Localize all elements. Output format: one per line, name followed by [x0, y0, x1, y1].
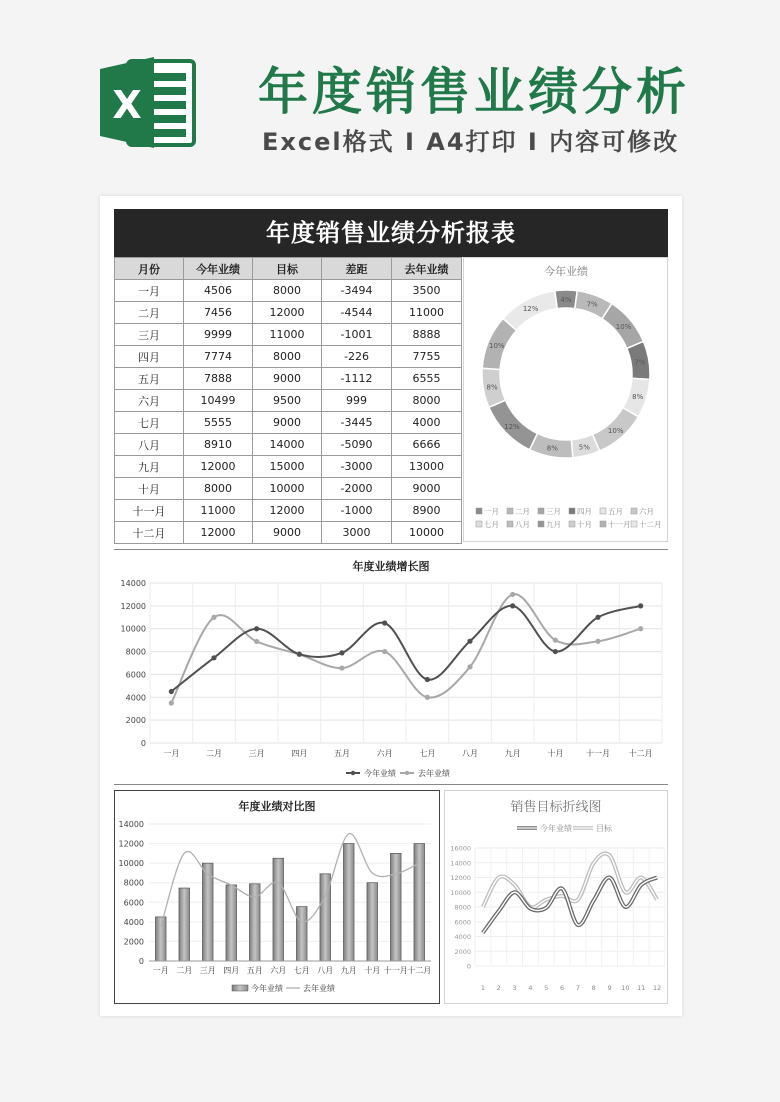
table-cell: 4506: [184, 280, 253, 302]
x-tick-label: 十月: [547, 749, 564, 758]
chart-title: 年度业绩增长图: [352, 560, 430, 573]
table-cell: 7456: [184, 302, 253, 324]
legend-label: 十月: [577, 520, 592, 529]
y-tick-label: 4000: [454, 933, 471, 941]
slice-label: 12%: [522, 304, 539, 313]
target-line-chart-panel: [444, 790, 668, 1004]
slice-label: 10%: [489, 342, 505, 351]
table-row: [115, 390, 462, 412]
table-cell: 6555: [392, 368, 462, 390]
bar-六月: [273, 858, 284, 961]
legend-swatch: [600, 521, 606, 527]
legend-label: 三月: [546, 507, 561, 516]
slice-label: 7%: [634, 358, 646, 367]
y-tick-label: 8000: [125, 647, 146, 657]
x-tick-label: 4: [528, 984, 533, 992]
column-header: 月份: [115, 258, 184, 280]
slice-label: 12%: [504, 422, 520, 431]
x-tick-label: 一月: [163, 749, 180, 758]
growth-line-chart-panel: [114, 549, 668, 785]
series-line-去年业绩: [161, 834, 420, 927]
x-tick-label: 七月: [419, 749, 436, 758]
data-point: [553, 649, 558, 654]
table-row: [115, 434, 462, 456]
column-header: 去年业绩: [392, 258, 462, 280]
bar-十一月: [390, 853, 401, 961]
x-tick-label: 5: [544, 984, 549, 992]
legend-marker: [405, 771, 409, 775]
x-tick-label: 六月: [270, 966, 287, 975]
table-cell: 7774: [184, 346, 253, 368]
chart-title: 年度业绩对比图: [238, 800, 316, 813]
legend-label: 二月: [515, 507, 530, 516]
bar-七月: [296, 907, 307, 961]
table-cell: 3000: [322, 522, 392, 544]
table-row: [115, 522, 462, 544]
slice-label: 8%: [486, 383, 498, 392]
x-tick-label: 二月: [176, 966, 193, 975]
bar-九月: [343, 844, 354, 961]
table-cell: -1001: [322, 324, 392, 346]
slice-label: 10%: [607, 427, 624, 436]
legend-label: 今年业绩: [540, 824, 572, 833]
table-cell: -1112: [322, 368, 392, 390]
table-cell: 15000: [253, 456, 322, 478]
x-tick-label: 四月: [223, 966, 240, 975]
data-point: [382, 620, 387, 625]
legend-swatch: [538, 508, 544, 514]
legend-label: 一月: [484, 507, 499, 516]
page-subtitle: Excel格式 I A4打印 I 内容可修改: [262, 128, 680, 156]
data-point: [467, 664, 472, 669]
y-tick-label: 16000: [450, 844, 471, 853]
table-cell: -3494: [322, 280, 392, 302]
legend-swatch: [507, 521, 513, 527]
x-tick-label: 五月: [246, 966, 263, 975]
x-tick-label: 六月: [376, 749, 393, 758]
table-cell: 十一月: [115, 500, 184, 522]
data-point: [467, 639, 472, 644]
table-cell: 七月: [115, 412, 184, 434]
table-cell: -226: [322, 346, 392, 368]
table-cell: 13000: [392, 456, 462, 478]
table-cell: 10499: [184, 390, 253, 412]
slice-label: 5%: [578, 443, 590, 452]
table-cell: 6666: [392, 434, 462, 456]
y-tick-label: 12000: [450, 874, 471, 882]
legend-label: 十二月: [639, 520, 662, 529]
table-cell: 12000: [253, 302, 322, 324]
x-tick-label: 12: [652, 984, 662, 992]
legend-swatch: [507, 508, 513, 514]
table-cell: -3445: [322, 412, 392, 434]
legend-label: 七月: [484, 520, 499, 529]
legend-swatch: [569, 508, 575, 514]
bar-三月: [202, 863, 213, 961]
y-tick-label: 2000: [125, 716, 146, 726]
chart-title: 今年业绩: [544, 265, 588, 278]
data-point: [638, 626, 643, 631]
table-cell: 十二月: [115, 522, 184, 544]
data-point: [510, 592, 515, 597]
y-tick-label: 14000: [120, 579, 146, 588]
data-point: [211, 615, 216, 620]
table-cell: -5090: [322, 434, 392, 456]
table-cell: 四月: [115, 346, 184, 368]
table-row: [115, 500, 462, 522]
table-cell: 12000: [253, 500, 322, 522]
table-cell: 3500: [392, 280, 462, 302]
table-cell: 一月: [115, 280, 184, 302]
table-cell: -3000: [322, 456, 392, 478]
table-cell: 8000: [392, 390, 462, 412]
legend-swatch: [476, 508, 482, 514]
table-row: [115, 346, 462, 368]
x-tick-label: 十月: [364, 966, 381, 975]
x-tick-label: 十二月: [407, 966, 432, 975]
target-line-chart: [445, 791, 667, 1003]
table-cell: 三月: [115, 324, 184, 346]
table-cell: -4544: [322, 302, 392, 324]
bar-二月: [179, 888, 190, 961]
x-tick-label: 九月: [504, 749, 521, 758]
table-cell: 999: [322, 390, 392, 412]
bar-四月: [226, 885, 237, 961]
legend-swatch: [600, 508, 606, 514]
column-header: 今年业绩: [184, 258, 253, 280]
table-cell: 九月: [115, 456, 184, 478]
table-cell: 4000: [392, 412, 462, 434]
data-point: [297, 652, 302, 657]
legend-swatch: [538, 521, 544, 527]
logo-letter: X: [112, 83, 142, 127]
growth-line-chart: [114, 550, 668, 786]
x-tick-label: 三月: [248, 749, 265, 758]
legend-label: 四月: [577, 507, 592, 516]
x-tick-label: 8: [591, 984, 596, 992]
y-tick-label: 2000: [123, 937, 144, 947]
table-cell: 5555: [184, 412, 253, 434]
table-header-row: [115, 258, 462, 280]
x-tick-label: 八月: [317, 966, 334, 975]
data-point: [553, 638, 558, 643]
table-cell: 8910: [184, 434, 253, 456]
x-tick-label: 9: [607, 984, 612, 992]
y-tick-label: 12000: [120, 601, 146, 611]
y-tick-label: 0: [138, 957, 144, 966]
slice-label: 8%: [546, 444, 558, 453]
table-cell: 8000: [253, 346, 322, 368]
table-cell: 8900: [392, 500, 462, 522]
x-tick-label: 2: [496, 984, 501, 992]
legend-label: 五月: [608, 507, 623, 516]
y-tick-label: 6000: [454, 918, 471, 927]
y-tick-label: 14000: [118, 820, 144, 829]
table-cell: 8000: [184, 478, 253, 500]
legend-label: 去年业绩: [303, 984, 335, 993]
legend-label: 六月: [639, 507, 654, 516]
table-cell: 9000: [253, 412, 322, 434]
legend-label: 目标: [596, 824, 612, 833]
legend-label: 去年业绩: [418, 769, 450, 778]
table-cell: 8888: [392, 324, 462, 346]
data-point: [638, 603, 643, 608]
table-cell: 六月: [115, 390, 184, 412]
slice-label: 7%: [586, 300, 598, 309]
x-tick-label: 十二月: [628, 749, 653, 758]
y-tick-label: 0: [466, 962, 471, 971]
x-tick-label: 二月: [206, 749, 222, 758]
comparison-bar-chart-panel: [114, 790, 440, 1004]
y-tick-label: 6000: [125, 670, 146, 680]
table-row: [115, 324, 462, 346]
x-tick-label: 3: [512, 984, 517, 992]
table-row: [115, 456, 462, 478]
data-point: [339, 650, 344, 655]
slice-label: 10%: [615, 322, 632, 331]
legend-swatch: [232, 985, 248, 991]
data-point: [425, 677, 430, 682]
x-tick-label: 7: [575, 984, 580, 992]
table-cell: 12000: [184, 522, 253, 544]
x-tick-label: 十一月: [586, 749, 610, 758]
legend-marker: [351, 771, 355, 775]
x-tick-label: 七月: [293, 966, 310, 975]
legend-label: 十一月: [608, 520, 631, 529]
legend-swatch: [631, 521, 637, 527]
table-cell: -1000: [322, 500, 392, 522]
data-point: [169, 689, 174, 694]
legend-swatch: [631, 508, 637, 514]
y-tick-label: 10000: [120, 624, 146, 634]
table-cell: 11000: [184, 500, 253, 522]
table-cell: 9000: [253, 522, 322, 544]
x-tick-label: 1: [480, 984, 485, 992]
y-tick-label: 6000: [123, 898, 144, 908]
y-tick-label: 4000: [123, 917, 144, 927]
table-cell: 8000: [253, 280, 322, 302]
data-point: [595, 639, 600, 644]
y-tick-label: 14000: [450, 859, 471, 868]
data-point: [211, 655, 216, 660]
report-title: 年度销售业绩分析报表: [114, 209, 668, 257]
table-cell: 11000: [392, 302, 462, 324]
table-cell: 7755: [392, 346, 462, 368]
x-tick-label: 三月: [199, 966, 216, 975]
comparison-bar-chart: [115, 791, 439, 1003]
bar-十月: [367, 883, 378, 961]
donut-chart: [464, 258, 669, 543]
table-cell: 14000: [253, 434, 322, 456]
table-cell: 11000: [253, 324, 322, 346]
data-point: [595, 615, 600, 620]
table-cell: 八月: [115, 434, 184, 456]
table-cell: -2000: [322, 478, 392, 500]
legend-swatch: [476, 521, 482, 527]
x-tick-label: 八月: [462, 749, 478, 758]
bar-一月: [155, 917, 166, 961]
table-row: [115, 368, 462, 390]
data-point: [254, 639, 259, 644]
chart-title: 销售目标折线图: [510, 800, 602, 815]
table-row: [115, 302, 462, 324]
legend-label: 八月: [515, 520, 530, 529]
legend-label: 九月: [546, 520, 561, 529]
table-row: [115, 412, 462, 434]
slice-label: 8%: [632, 393, 644, 402]
table-cell: 9500: [253, 390, 322, 412]
column-header: 目标: [253, 258, 322, 280]
x-tick-label: 五月: [334, 749, 350, 758]
table-cell: 9000: [253, 368, 322, 390]
y-tick-label: 8000: [454, 903, 471, 912]
table-cell: 十月: [115, 478, 184, 500]
data-point: [382, 649, 387, 654]
y-tick-label: 2000: [454, 947, 471, 956]
x-tick-label: 九月: [340, 966, 357, 975]
y-tick-label: 0: [140, 739, 146, 748]
sales-table: [114, 257, 462, 544]
table-cell: 9000: [392, 478, 462, 500]
bar-十二月: [414, 844, 425, 961]
x-tick-label: 一月: [152, 966, 169, 975]
table-body: [115, 280, 462, 544]
x-tick-label: 10: [621, 984, 630, 992]
excel-logo-icon: [98, 55, 198, 150]
x-tick-label: 11: [637, 984, 646, 992]
y-tick-label: 10000: [118, 859, 144, 869]
table-row: [115, 280, 462, 302]
table-row: [115, 478, 462, 500]
legend-label: 今年业绩: [251, 984, 283, 993]
data-point: [425, 695, 430, 700]
table-cell: 10000: [392, 522, 462, 544]
table-cell: 9999: [184, 324, 253, 346]
table-cell: 二月: [115, 302, 184, 324]
y-tick-label: 10000: [450, 888, 471, 897]
y-tick-label: 8000: [123, 878, 144, 888]
column-header: 差距: [322, 258, 392, 280]
y-tick-label: 4000: [125, 693, 146, 703]
x-tick-label: 6: [560, 984, 565, 992]
legend-label: 今年业绩: [364, 769, 396, 778]
slice-label: 4%: [560, 296, 572, 304]
table-cell: 五月: [115, 368, 184, 390]
page-title: 年度销售业绩分析: [258, 63, 690, 121]
data-point: [339, 665, 344, 670]
y-tick-label: 12000: [118, 839, 144, 849]
data-point: [510, 603, 515, 608]
x-tick-label: 十一月: [383, 966, 408, 975]
table-cell: 10000: [253, 478, 322, 500]
data-point: [169, 700, 174, 705]
donut-chart-panel: [463, 257, 668, 542]
data-point: [254, 626, 259, 631]
table-cell: 7888: [184, 368, 253, 390]
table-cell: 12000: [184, 456, 253, 478]
x-tick-label: 四月: [291, 749, 308, 758]
legend-swatch: [569, 521, 575, 527]
